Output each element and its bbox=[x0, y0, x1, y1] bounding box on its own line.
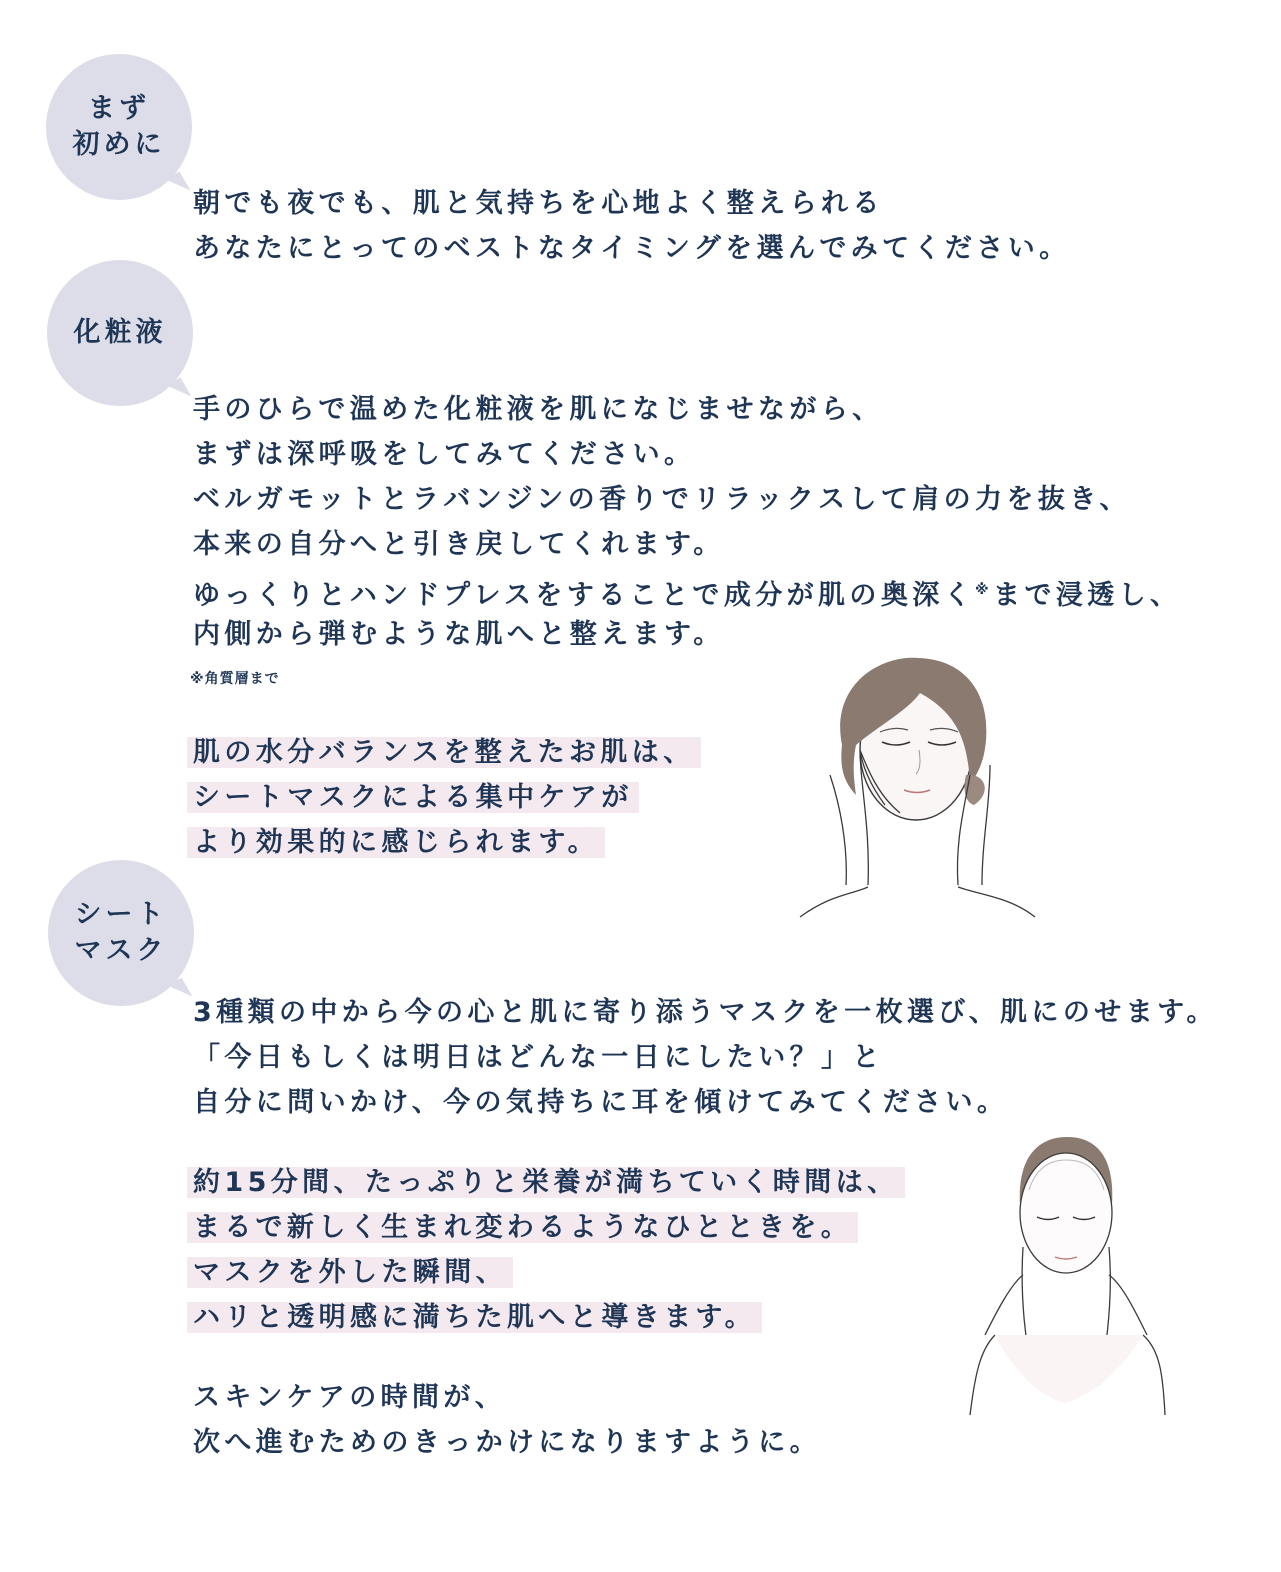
highlight-text: ハリと透明感に満ちた肌へと導きます。 bbox=[187, 1302, 762, 1333]
intro-line-2: あなたにとってのベストなタイミングを選んでみてください。 bbox=[193, 233, 1071, 264]
mask-highlight-4 bbox=[193, 1300, 762, 1336]
lotion-line-6: 内側から弾むような肌へと整えます。 bbox=[193, 619, 725, 650]
footnote-mark: ※ bbox=[975, 582, 994, 598]
bubble-label-line-1: 化粧液 bbox=[73, 317, 167, 348]
bubble-label-line-1: まず bbox=[88, 93, 150, 124]
woman-sheet-mask-illustration bbox=[965, 1135, 1175, 1425]
bubble-label-line-1: シート bbox=[74, 899, 168, 930]
bubble-label-line-2: 初めに bbox=[72, 129, 166, 160]
closing-line-1: スキンケアの時間が、 bbox=[193, 1382, 507, 1413]
mask-highlight-2 bbox=[193, 1210, 858, 1246]
mask-line-2: 「今日もしくは明日はどんな一日にしたい？」と bbox=[193, 1042, 884, 1073]
highlight-text: 約15分間、たっぷりと栄養が満ちていく時間は、 bbox=[187, 1167, 905, 1198]
closing-line-2: 次へ進むためのきっかけになりますように。 bbox=[193, 1427, 821, 1458]
intro-line-1: 朝でも夜でも、肌と気持ちを心地よく整えられる bbox=[193, 188, 884, 219]
mask-line-3: 自分に問いかけ、今の気持ちに耳を傾けてみてください。 bbox=[193, 1087, 1009, 1118]
lotion-highlight-1 bbox=[193, 735, 701, 771]
lotion-line-5-text: ゆっくりとハンドプレスをすることで成分が肌の奥深く bbox=[193, 580, 976, 611]
highlight-text: マスクを外した瞬間、 bbox=[187, 1257, 513, 1288]
mask-highlight-3 bbox=[193, 1255, 513, 1291]
lotion-highlight-2 bbox=[193, 780, 639, 816]
highlight-text: シートマスクによる集中ケアが bbox=[187, 782, 639, 813]
lotion-line-2: まずは深呼吸をしてみてください。 bbox=[193, 439, 696, 470]
bubble-label-line-2: マスク bbox=[74, 935, 168, 966]
speech-bubble-lotion bbox=[47, 260, 193, 406]
speech-bubble-sheet-mask bbox=[48, 860, 194, 1006]
highlight-text: 肌の水分バランスを整えたお肌は、 bbox=[187, 737, 701, 768]
lotion-line-3: ベルガモットとラバンジンの香りでリラックスして肩の力を抜き、 bbox=[193, 484, 1131, 515]
mask-line-1: 3種類の中から今の心と肌に寄り添うマスクを一枚選び、肌にのせます。 bbox=[193, 997, 1218, 1028]
woman-hands-on-cheeks-illustration bbox=[790, 655, 1040, 920]
lotion-line-1: 手のひらで温めた化粧液を肌になじませながら、 bbox=[193, 394, 884, 425]
highlight-text: まるで新しく生まれ変わるようなひとときを。 bbox=[187, 1212, 858, 1243]
highlight-text: より効果的に感じられます。 bbox=[187, 827, 605, 858]
speech-bubble-intro bbox=[46, 54, 192, 200]
lotion-line-5 bbox=[193, 572, 1181, 614]
lotion-line-4: 本来の自分へと引き戻してくれます。 bbox=[193, 529, 725, 560]
mask-highlight-1 bbox=[193, 1165, 905, 1201]
lotion-highlight-3 bbox=[193, 825, 605, 861]
footnote: ※角質層まで bbox=[190, 671, 280, 687]
lotion-line-5-tail: まで浸透し、 bbox=[993, 580, 1182, 611]
